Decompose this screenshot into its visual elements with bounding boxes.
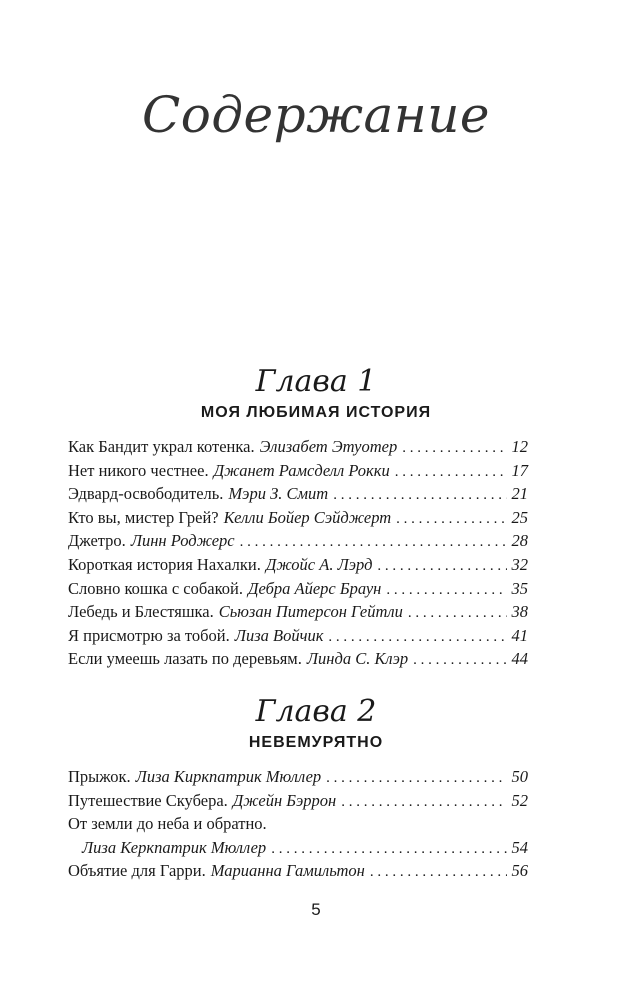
toc-entry xyxy=(68,649,528,673)
entry-title: Прыжок. xyxy=(68,767,131,786)
dot-leader xyxy=(386,582,506,599)
entry-title: Я присмотрю за тобой. xyxy=(68,625,230,645)
toc-entry xyxy=(68,579,528,603)
dot-leader xyxy=(377,558,506,575)
entry-author: Линн Роджерс xyxy=(130,531,235,551)
chapter-label: Глава 1 xyxy=(255,364,377,399)
entry-author: Лиза Керкпатрик Мюллер xyxy=(82,837,267,857)
entry-title: Если умеешь лазать по деревьям. xyxy=(68,649,302,669)
dot-leader xyxy=(328,629,506,646)
entry-page: 50 xyxy=(511,767,528,786)
entry-title: Лебедь и Блестяшка. xyxy=(68,602,214,622)
entry-author: Элизабет Этуотер xyxy=(259,437,398,456)
toc-entry xyxy=(68,767,528,791)
entry-page: 17 xyxy=(511,460,528,480)
dot-leader xyxy=(395,464,507,481)
entry-author: Джанет Рамсделл Рокки xyxy=(213,460,390,480)
toc-entry xyxy=(68,791,528,815)
dot-leader xyxy=(326,770,506,787)
entry-page: 32 xyxy=(511,554,528,574)
entry-title: От земли до неба и обратно. xyxy=(68,814,267,834)
chapter-2-entries xyxy=(68,767,528,885)
entry-title: Словно кошка с собакой. xyxy=(68,578,243,598)
toc-entry xyxy=(68,626,528,650)
entry-author: Джойс А. Лэрд xyxy=(265,554,373,574)
chapter-1-heading xyxy=(0,364,632,424)
entry-author: Сьюзан Питерсон Гейтли xyxy=(218,602,403,622)
chapter-name: НЕВЕМУРЯТНО xyxy=(248,734,384,751)
toc-entry xyxy=(68,555,528,579)
chapter-name: МОЯ ЛЮБИМАЯ ИСТОРИЯ xyxy=(200,404,432,421)
entry-page: 41 xyxy=(511,625,528,645)
entry-title: Джетро. xyxy=(68,531,126,551)
entry-author: Лиза Войчик xyxy=(234,625,324,645)
entry-title: Объятие для Гарри. xyxy=(68,861,206,881)
entry-author: Дебра Айерс Браун xyxy=(247,578,382,598)
entry-title: Нет никого честнее. xyxy=(68,460,209,480)
entry-title: Как Бандит украл котенка. xyxy=(68,437,255,456)
entry-author: Лиза Киркпатрик Мюллер xyxy=(135,767,322,786)
toc-entry xyxy=(68,602,528,626)
page-title: Содержание xyxy=(141,86,491,144)
toc-entry-author-line xyxy=(68,838,528,862)
page-number: 5 xyxy=(311,900,321,919)
toc-entry xyxy=(68,861,528,885)
dot-leader xyxy=(370,864,507,881)
dot-leader xyxy=(341,794,506,811)
toc-entry xyxy=(68,461,528,485)
toc-entry xyxy=(68,508,528,532)
entry-page: 38 xyxy=(511,602,528,622)
entry-title: Кто вы, мистер Грей? xyxy=(68,507,219,527)
entry-title: Эдвард-освободитель. xyxy=(68,484,224,504)
entry-page: 56 xyxy=(511,861,528,881)
entry-author: Марианна Гамильтон xyxy=(210,861,365,881)
dot-leader xyxy=(408,605,507,622)
entry-page: 44 xyxy=(511,649,528,669)
entry-author: Джейн Бэррон xyxy=(232,790,337,810)
dot-leader xyxy=(396,511,506,528)
dot-leader xyxy=(333,487,506,504)
entry-page: 12 xyxy=(511,437,528,456)
dot-leader xyxy=(413,652,506,669)
entry-title: Путешествие Скубера. xyxy=(68,790,228,810)
entry-title: Короткая история Нахалки. xyxy=(68,554,261,574)
entry-author: Линда С. Клэр xyxy=(306,649,409,669)
dot-leader xyxy=(240,534,507,551)
dot-leader xyxy=(271,841,506,858)
entry-page: 52 xyxy=(511,790,528,810)
toc-entry xyxy=(68,437,528,461)
entry-author: Келли Бойер Сэйджерт xyxy=(223,507,392,527)
chapter-2-heading xyxy=(0,694,632,754)
toc-entry xyxy=(68,484,528,508)
entry-page: 28 xyxy=(511,531,528,551)
toc-entry xyxy=(68,531,528,555)
entry-page: 35 xyxy=(511,578,528,598)
entry-page: 54 xyxy=(511,837,528,857)
entry-page: 25 xyxy=(511,507,528,527)
chapter-1-entries xyxy=(68,437,528,673)
chapter-label: Глава 2 xyxy=(255,694,377,729)
toc-entry-title-line xyxy=(68,814,528,838)
entry-author: Мэри З. Смит xyxy=(228,484,329,504)
dot-leader xyxy=(402,440,506,457)
entry-page: 21 xyxy=(511,484,528,504)
